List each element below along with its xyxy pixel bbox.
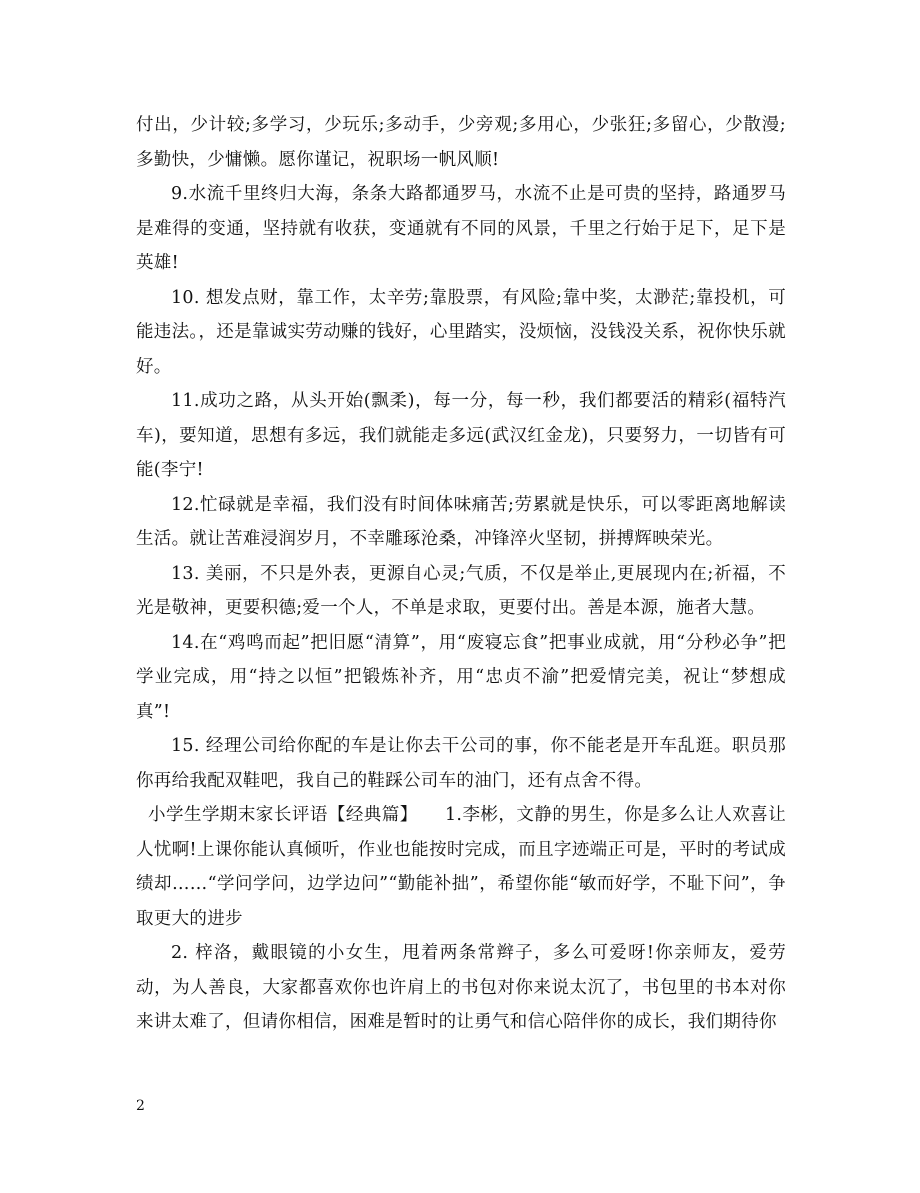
paragraph-2: 2. 梓洛，戴眼镜的小女生，甩着两条常辫子，多么可爱呀!你亲师友，爱劳动，为人善良，大家都喜欢你也许肩上的书包对你来说太沉了，书包里的书本对你来讲太难了，但请你相信，困难是暂时的让勇气和信心陪伴你的成长，我们期待你 bbox=[136, 943, 786, 1032]
section-heading-paragraph: 小学生学期末家长评语【经典篇】 1.李彬，文静的男生，你是多么让人欢喜让人忧啊!上课你能认真倾听，作业也能按时完成，而且字迹端正可是，平时的考试成绩却……“学问学问，边学边问”“勤能补拙”，希望你能“敏而好学，不耻下问”，争取更大的进步 bbox=[136, 805, 786, 929]
paragraph-13: 13. 美丽，不只是外表，更源自心灵;气质，不仅是举止,更展现内在;祈福，不光是敬神，更要积德;爱一个人，不单是求取，更要付出。善是本源，施者大慧。 bbox=[136, 563, 786, 618]
paragraph-10: 10. 想发点财，靠工作，太辛劳;靠股票，有风险;靠中奖，太渺茫;靠投机，可能违法。，还是靠诚实劳动赚的钱好，心里踏实，没烦恼，没钱没关系，祝你快乐就好。 bbox=[136, 287, 786, 377]
document-body bbox=[136, 108, 786, 1040]
paragraph-continuation: 付出，少计较;多学习，少玩乐;多动手，少旁观;多用心，少张狂;多留心，少散漫;多勤快，少慵懒。愿你谨记，祝职场一帆风顺! bbox=[136, 115, 786, 170]
paragraph-15: 15. 经理公司给你配的车是让你去干公司的事，你不能老是开车乱逛。职员那你再给我配双鞋吧，我自己的鞋踩公司车的油门，还有点舍不得。 bbox=[136, 736, 786, 791]
paragraph-12: 12.忙碌就是幸福，我们没有时间体味痛苦;劳累就是快乐，可以零距离地解读生活。就让苦难浸润岁月，不幸雕琢沧桑，冲锋淬火坚韧，拼搏辉映荣光。 bbox=[136, 494, 786, 549]
paragraph-9: 9.水流千里终归大海，条条大路都通罗马，水流不止是可贵的坚持，路通罗马是难得的变通，坚持就有收获，变通就有不同的风景，千里之行始于足下，足下是英雄! bbox=[136, 184, 786, 273]
paragraph-14: 14.在“鸡鸣而起”把旧愿“清算”，用“废寝忘食”把事业成就，用“分秒必争”把学业完成，用“持之以恒”把锻炼补齐，用“忠贞不渝”把爱情完美，祝让“梦想成真”! bbox=[136, 632, 786, 722]
page-number: 2 bbox=[136, 1098, 145, 1114]
paragraph-11: 11.成功之路，从头开始(飘柔)，每一分，每一秒，我们都要活的精彩(福特汽车)，要知道，思想有多远，我们就能走多远(武汉红金龙)，只要努力，一切皆有可能(李宁! bbox=[136, 391, 786, 480]
